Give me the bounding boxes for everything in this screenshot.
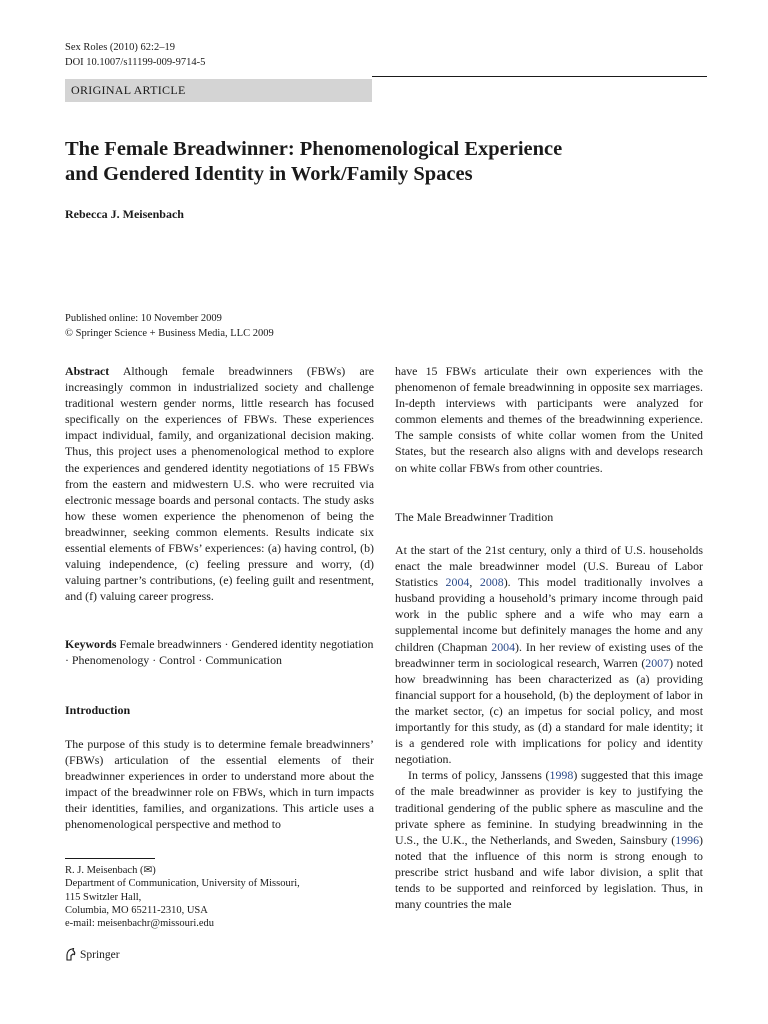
p2-text-b: ) suggested that this image of the male breadwinner as provider is key to justifying the traditional gendering of the public sphere as masculine and the private sphere as feminine. In studying breadwinning in the U.S., the U.K., the Netherlands, and Sweden, Sainsbury ( xyxy=(395,768,703,847)
citation-link[interactable]: 2004 xyxy=(491,639,516,654)
keywords-text: Female breadwinners · Gendered identity negotiation · Phenomenology · Control · Communication xyxy=(65,637,374,668)
citation-link[interactable]: 1996 xyxy=(675,832,700,847)
p2-text-a: In terms of policy, Janssens ( xyxy=(408,768,550,783)
citation-link[interactable]: 1998 xyxy=(549,768,574,783)
footnote-name: R. J. Meisenbach (✉) xyxy=(65,865,156,876)
introduction-text: The purpose of this study is to determine female breadwinners’ (FBWs) articulation of the essential elements of their breadwinner experiences in order to understand more about the impact of the breadwinner role on FBWs, which in turn impacts their identities, families, and organizations. This article uses a phenomenological perspective and method to xyxy=(65,737,374,832)
right-continuation-text: have 15 FBWs articulate their own experiences with the phenomenon of female breadwinning in opposite sex marriages. In-depth interviews with participants were analyzed for common elements and themes of the breadwinning experience. The sample consists of white collar women from the United States, but the research also aligns with and develops research on white collar FBWs from other countries. xyxy=(395,364,703,475)
title-line-1: The Female Breadwinner: Phenomenological Experience xyxy=(65,138,563,160)
doi-line: DOI 10.1007/s11199-009-9714-5 xyxy=(65,57,206,68)
author-name: Rebecca J. Meisenbach xyxy=(65,207,184,221)
abstract xyxy=(65,363,374,604)
introduction-heading: Introduction xyxy=(65,703,131,717)
footnote-email[interactable]: e-mail: meisenbachr@missouri.edu xyxy=(65,918,215,930)
p1-text-b: , xyxy=(469,575,480,590)
citation-link[interactable]: 2008 xyxy=(479,575,504,590)
published-date: Published online: 10 November 2009 xyxy=(65,313,222,324)
author-footnote xyxy=(65,864,300,930)
footnote-hall: 115 Switzler Hall, xyxy=(65,891,142,903)
footnote-city: Columbia, MO 65211-2310, USA xyxy=(65,904,208,916)
copyright-line: © Springer Science + Business Media, LLC 2009 xyxy=(65,328,274,339)
section-heading-male-breadwinner: The Male Breadwinner Tradition xyxy=(395,510,554,524)
publication-info xyxy=(65,311,274,341)
springer-wordmark: Springer xyxy=(80,948,120,961)
p1-text-d: ). In her review of existing uses of the breadwinner term in sociological research, Warren ( xyxy=(395,639,703,670)
paragraph-1 xyxy=(395,542,703,767)
title-line-2: and Gendered Identity in Work/Family Spaces xyxy=(65,163,473,185)
keywords-label: Keywords xyxy=(65,637,117,651)
abstract-text: Although female breadwinners (FBWs) are increasingly common in industrialized society and challenge traditional western gender norms, little research has focused specifically on the experiences of FBWs. These experiences impact individual, family, and organizational decision making. Thus, this project uses a phenomenological method to explore the experiences and gendered identity negotiations of 15 FBWs from the eastern and midwestern U.S. who were recruited via electronic message boards and personal contacts. The study asks how these women experience the phenomenon of being the breadwinner, seeking common elements. Results indicate six essential elements of FBWs’ experiences: (a) having control, (b) valuing independence, (c) feeling pressure and worry, (d) valuing partner’s contributions, (e) feeling guilt and resentment, and (f) valuing career progress. xyxy=(65,364,374,604)
p1-text-e: ) noted how breadwinning has been characterized as (a) providing financial support for a household, (b) the deployment of labor in the market sector, (c) an impetus for social policy, and most importantly for this study, as (d) a standard for male identity; it is a gendered role with implications for policy and identity negotiation. xyxy=(395,655,703,767)
header-rule xyxy=(372,76,707,77)
springer-horse-icon xyxy=(65,948,76,961)
paragraph-2 xyxy=(395,767,703,912)
citation-link[interactable]: 2004 xyxy=(445,575,470,590)
citation-line: Sex Roles (2010) 62:2–19 xyxy=(65,42,175,53)
keywords xyxy=(65,636,374,668)
publisher-logo xyxy=(65,948,120,961)
journal-citation xyxy=(65,40,205,70)
article-type-banner: ORIGINAL ARTICLE xyxy=(65,79,372,102)
male-breadwinner-body xyxy=(395,542,703,912)
footnote-dept: Department of Communication, University of Missouri, xyxy=(65,878,300,890)
abstract-label: Abstract xyxy=(65,364,110,378)
p2-text-c: ) noted that the influence of this norm is strong enough to prescribe strict husband and wife labor division, a split that tends to be supported and reinforced by legislation. Thus, in many countries the male xyxy=(395,832,703,912)
p1-text-a: At the start of the 21st century, only a third of U.S. households enact the male breadwinner model (U.S. Bureau of Labor Statistics xyxy=(395,543,703,590)
footnote-rule xyxy=(65,858,155,859)
p1-text-c: ). This model traditionally involves a husband providing a household’s primary income through paid work in the public sphere and a wife who may earn a supplemental income but definitely manages the home and any children (Chapman xyxy=(395,575,703,654)
article-title xyxy=(65,137,705,187)
citation-link[interactable]: 2007 xyxy=(645,655,670,670)
